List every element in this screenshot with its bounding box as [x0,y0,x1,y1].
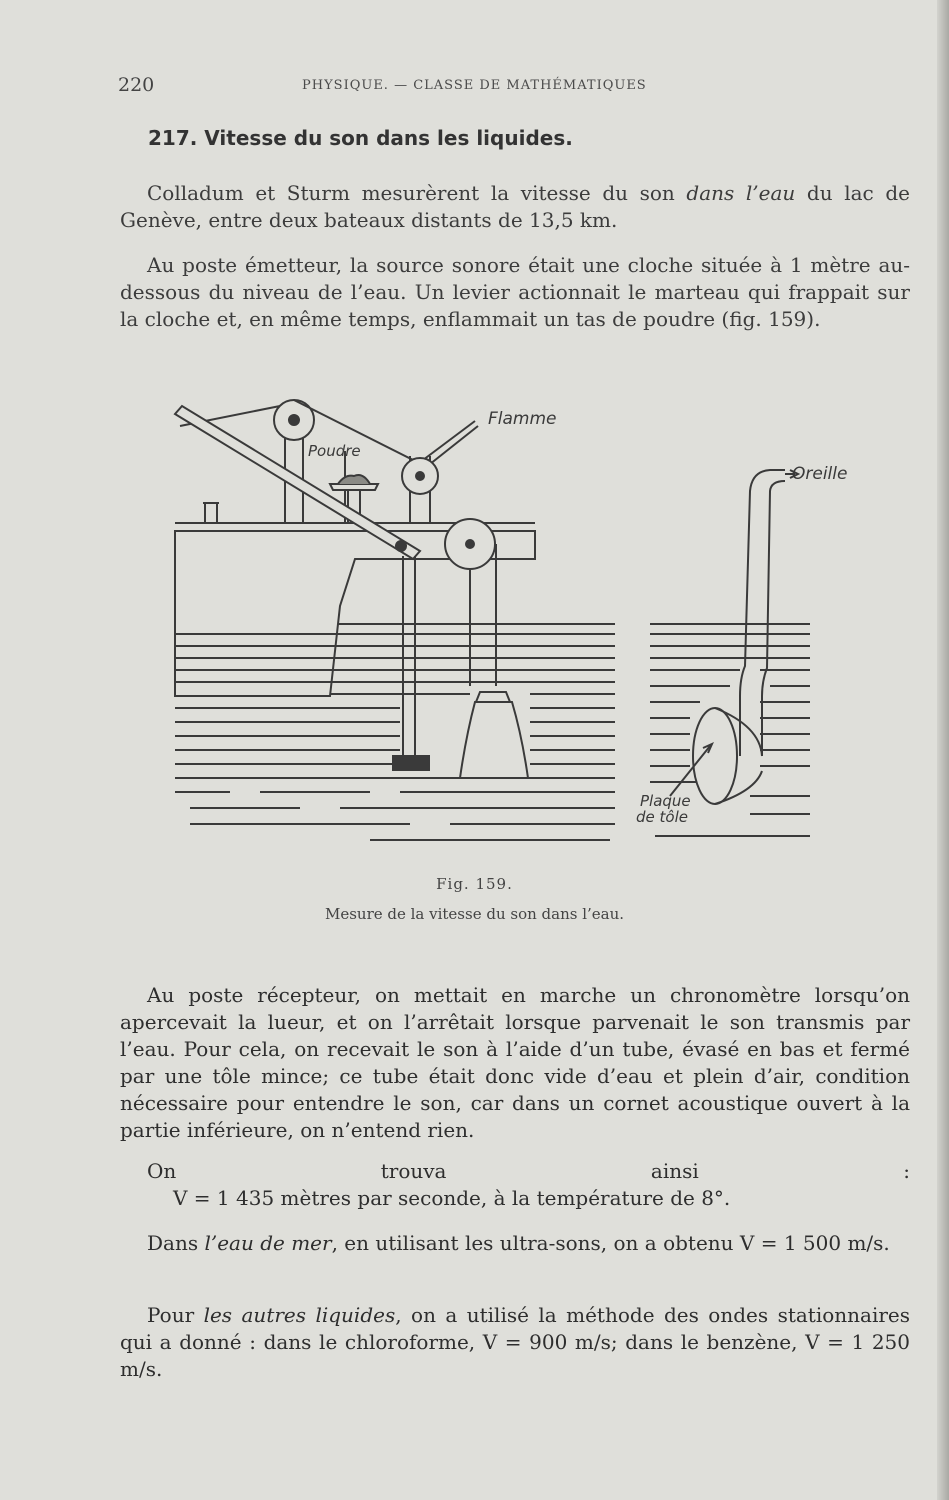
paragraph-eau-de-mer [120,1230,910,1257]
paragraph-autres-liquides [120,1302,910,1383]
page-edge [937,0,949,1500]
paragraph-colladum-sturm [120,180,910,234]
figure-caption: Mesure de la vitesse du son dans l’eau. [324,905,625,923]
figure-number: Fig. 159. [436,875,513,893]
page-header [118,74,728,98]
ear-tube [670,470,798,804]
page-number: 220 [118,74,155,96]
label-flamme: Flamme [488,409,557,429]
main-pulley [445,519,496,686]
label-plaque: Plaque [640,792,691,810]
paragraph-text: , on a utilisé la méthode des ondes stationnaires qui a donné : dans le chloroforme, V = 900 m/s; dans le benzène, V = 1 250 m/s. [120,1303,911,1381]
paragraph-text: Dans [147,1231,205,1255]
paragraph-text: Pour [147,1303,204,1327]
figure-159-diagram [170,396,860,856]
label-oreille: Oreille [792,464,848,484]
paragraph-poste-emetteur: Au poste émetteur, la source sonore était une cloche située à 1 mètre au-dessous du niveau de l’eau. Un levier actionnait le marteau qui frappait sur la cloche et, en même temps, enflammait un tas de poudre (fig. 159). [120,253,910,331]
section-title: 217. Vitesse du son dans les liquides. [148,126,573,150]
emphasis-text: dans l’eau [686,181,796,205]
running-title: PHYSIQUE. — CLASSE DE MATHÉMATIQUES [302,78,647,93]
bell [460,692,528,778]
label-poudre: Poudre [308,442,361,460]
emphasis-text: les autres liquides [203,1303,396,1327]
paragraph-text: On trouva ainsi : [147,1159,910,1183]
paragraph-poste-recepteur: Au poste récepteur, on mettait en marche un chronomètre lorsqu’on apercevait la lueur, et on l’arrêtait lorsque parvenait le son transmis par l’eau. Pour cela, on recevait le son à l’aide d’un tube, évasé en bas et fermé par une tôle mince; ce tube était donc vide d’eau et plein d’air, condition nécessaire pour entendre le son, car dans un cornet acoustique ouvert à la partie inférieure, on n’entend rien. [120,983,910,1142]
post [203,503,219,523]
paragraph-resultat-eau [120,1158,910,1212]
emphasis-text: l’eau de mer [204,1231,332,1255]
paragraph-text: Colladum et Sturm mesurèrent la vitesse du son [147,181,687,205]
paragraph-text: , en utilisant les ultra-sons, on a obtenu V = 1 500 m/s. [331,1231,890,1255]
paragraph-text: du lac de Genève, entre deux bateaux distants de 13,5 km. [120,181,910,232]
hammer-rod [393,556,429,770]
label-de-tole: de tôle [636,808,688,826]
velocity-result: V = 1 435 mètres par seconde, à la température de 8°. [173,1186,731,1210]
flame-arm [402,421,478,523]
